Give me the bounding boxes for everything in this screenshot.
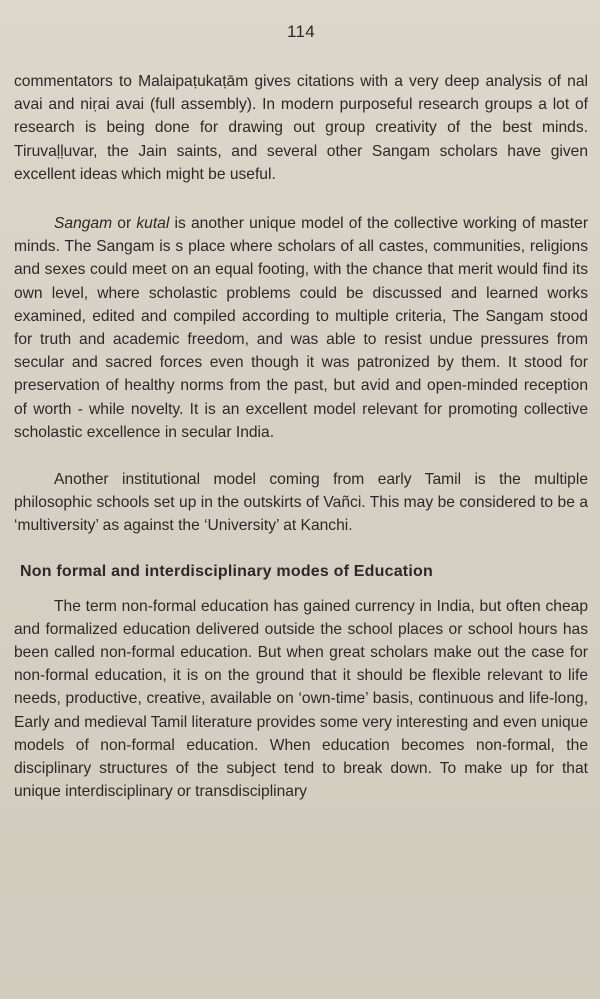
section-heading: Non formal and interdisciplinary modes of Education (20, 562, 433, 580)
term-kutal: kutal (136, 215, 170, 233)
paragraph-sangam-text: is another unique model of the collective working of master minds. The Sangam is s place where scholars of all castes, communities, religions and sexes could meet on an equal footing, with the chance that merit would find its own level, where scholastic problems could be discussed and learned works examined, edited and compiled according to multiple criteria, The Sangam stood for truth and academic freedom, and was able to resist undue pressures from secular and sacred forces even though it was patronized by them. It stood for preservation of healthy norms from the past, but avid and open-minded reception of worth - while novelty. It is an excellent model relevant for promoting collective scholastic excellence in secular India. (14, 215, 589, 441)
paragraph-non-formal-education: The term non-formal education has gained currency in India, but often cheap and formalized education delivered outside the school places or school hours has been called non-formal education. But when great scholars make out the case for non-formal education, it is on the ground that it should be flexible relevant to life needs, productive, creative, available on ‘own-time’ basis, continuous and life-long, Early and medieval Tamil literature provides some very interesting and even unique models of non-formal education. When education becomes non-formal, the disciplinary structures of the subject tend to break down. To make up for that unique interdisciplinary or transdisciplinary (14, 597, 588, 801)
page-number: 114 (286, 22, 315, 41)
paragraph-sangam-model (14, 212, 588, 444)
paragraph-multiversity: Another institutional model coming from early Tamil is the multiple philosophic schools set up in the outskirts of Vañci. This may be considered to be a ‘multiversity’ as against the ‘University’ at Kanchi. (14, 471, 588, 535)
paragraph-assembly-analysis: commentators to Malaipaṭukaṭām gives citations with a very deep analysis of nal avai and niṛai avai (full assembly). In modern purposeful research groups a lot of research is being done for drawing out group creativity of the best minds. Tiruvaḷḷuvar, the Jain saints, and several other Sangam scholars have given excellent ideas which might be useful. (14, 73, 588, 183)
term-sangam: Sangam (54, 215, 113, 233)
term-connector: or (112, 215, 137, 233)
